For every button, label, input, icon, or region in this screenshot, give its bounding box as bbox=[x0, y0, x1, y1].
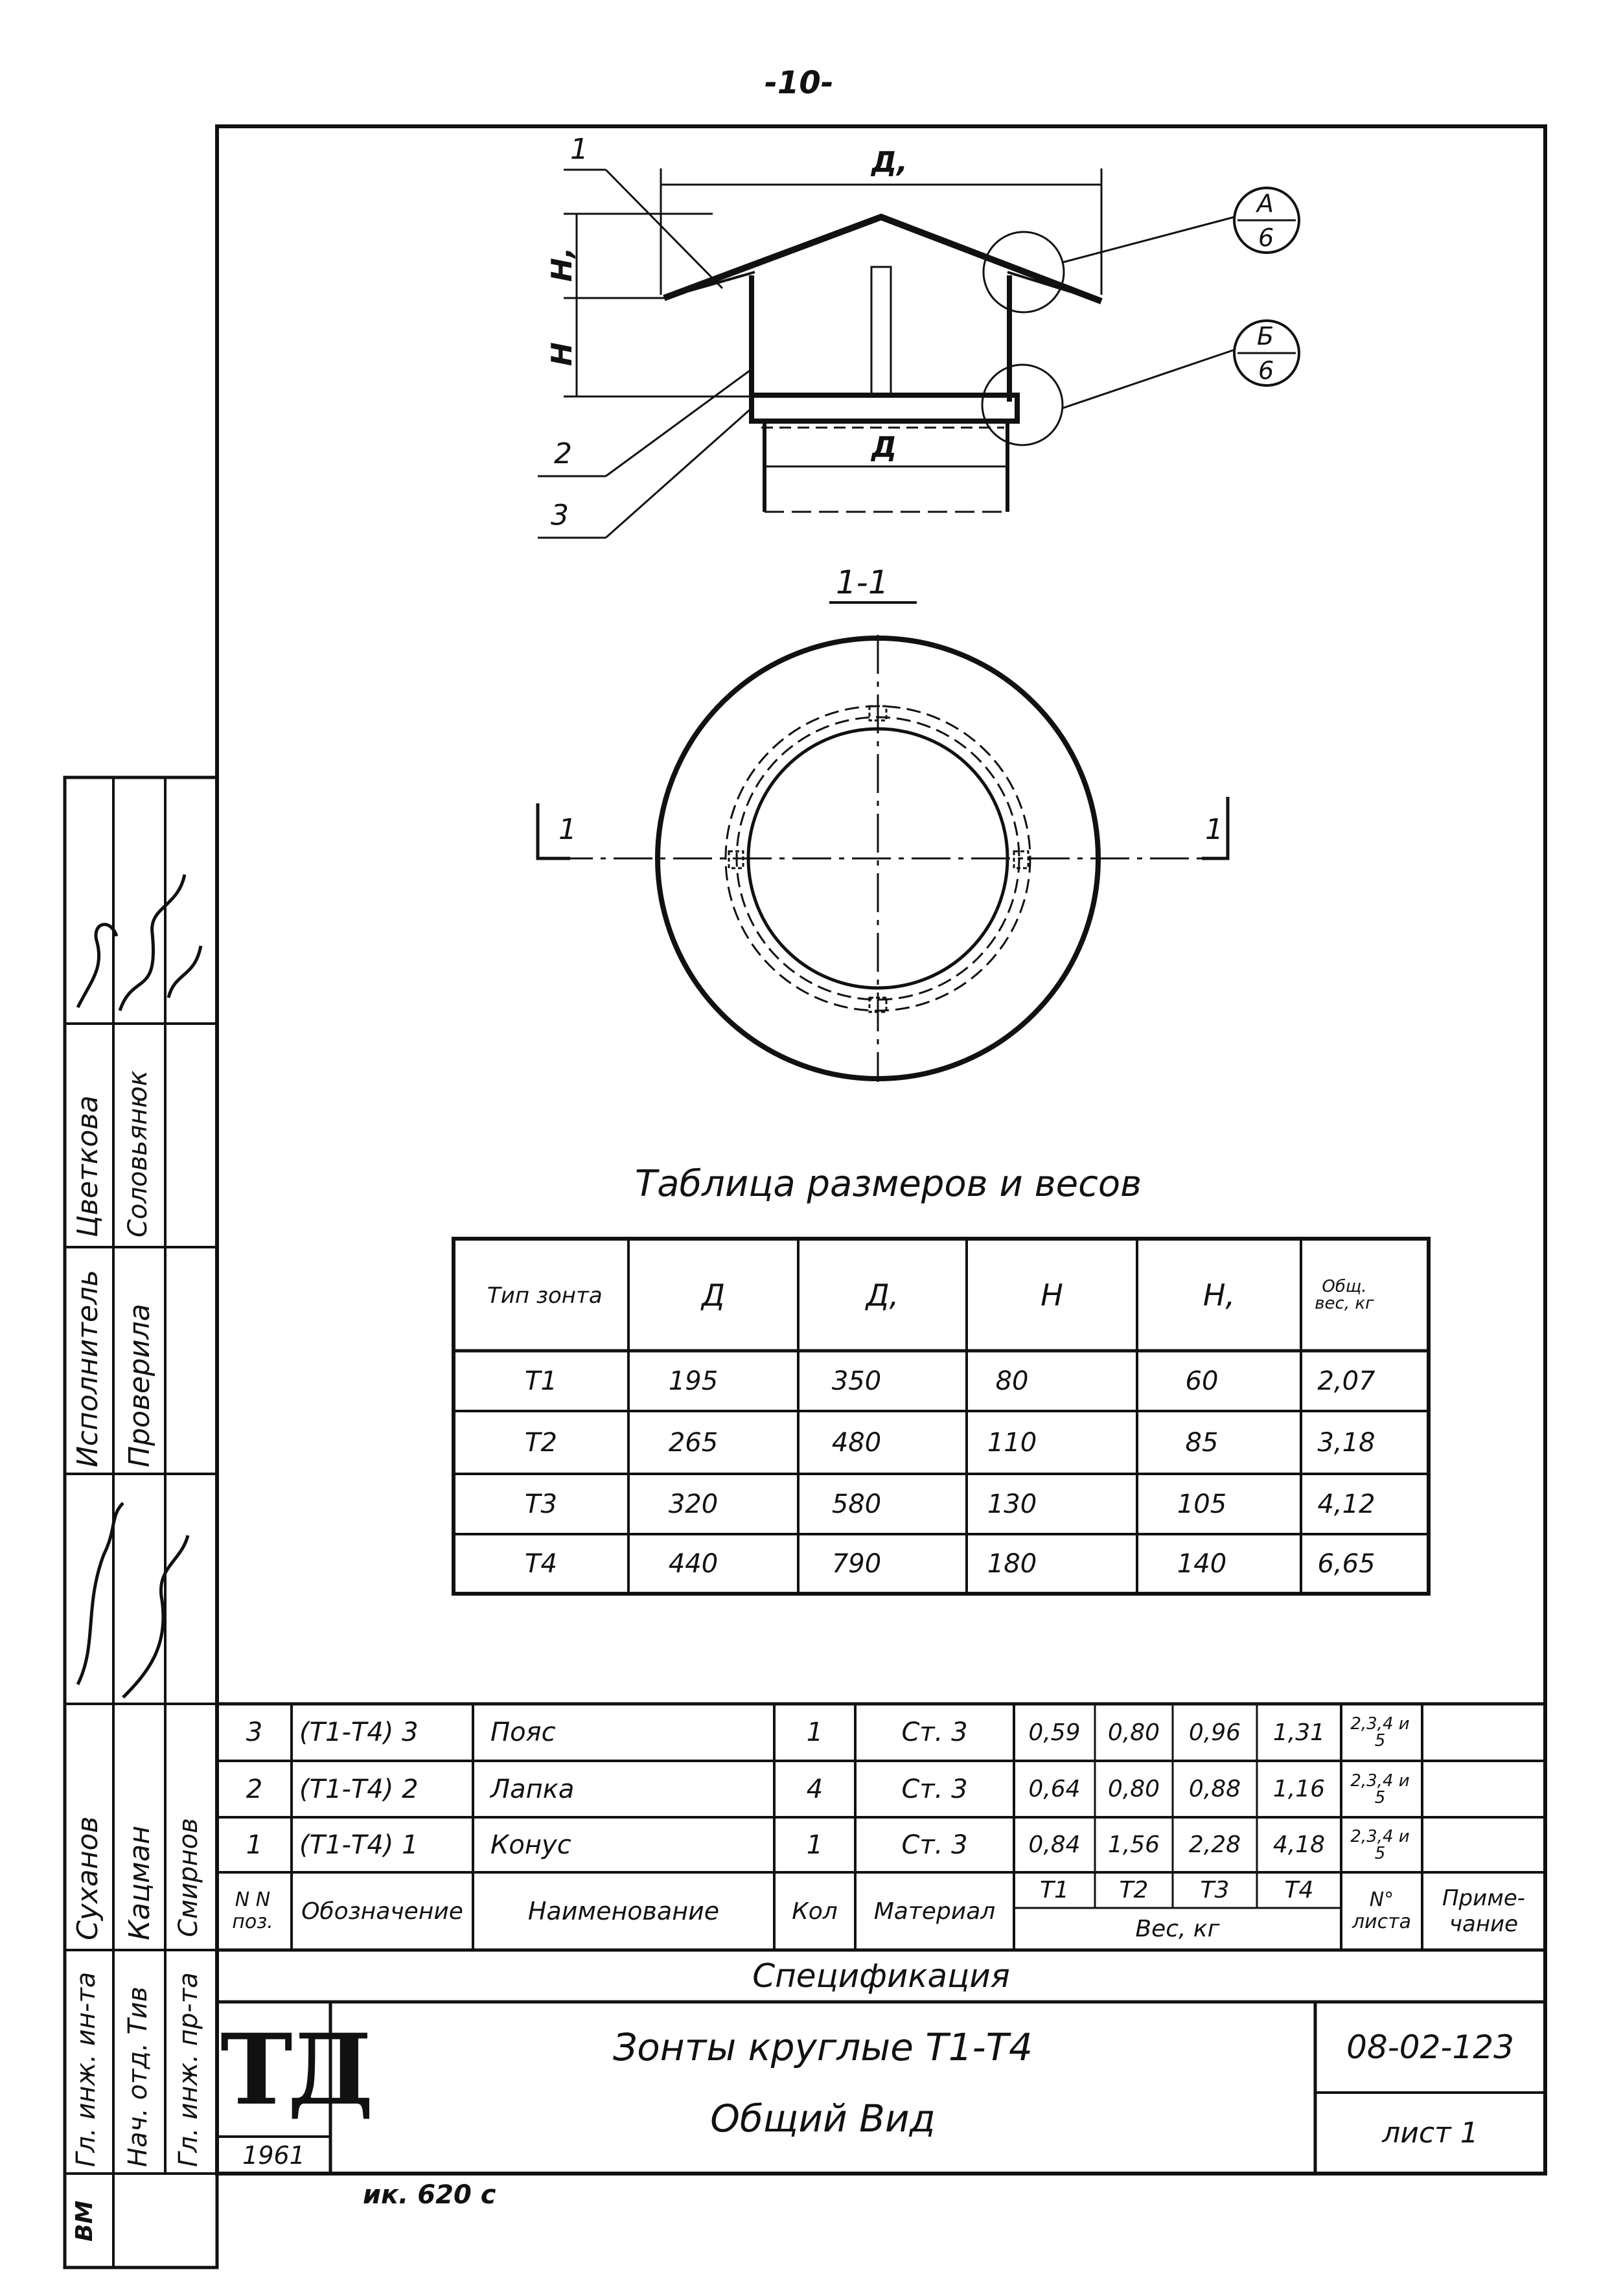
dims-row-4-d1: 790 bbox=[831, 1549, 882, 1579]
spec-row-1-designation: (Т1-Т4) 1 bbox=[299, 1830, 419, 1860]
stamp-name-smirnov: Смирнов bbox=[174, 1818, 203, 1937]
dims-table-title: Таблица размеров и весов bbox=[635, 1163, 1142, 1205]
dims-row-1-d: 195 bbox=[668, 1366, 719, 1396]
spec-row-3-qty: 1 bbox=[806, 1717, 823, 1747]
spec-row-2-t3: 0,88 bbox=[1188, 1776, 1241, 1802]
dims-row-4-type: Т4 bbox=[525, 1549, 557, 1579]
dims-header-d: Д bbox=[702, 1277, 725, 1313]
spec-row-1-t1: 0,84 bbox=[1028, 1831, 1081, 1858]
detail-b-bottom: 6 bbox=[1258, 356, 1274, 385]
spec-header-pos: N N поз. bbox=[232, 1888, 273, 1933]
spec-caption: Спецификация bbox=[752, 1957, 1010, 1995]
spec-row-1-material: Ст. 3 bbox=[901, 1830, 968, 1860]
stamp-role-project-engineer: Гл. инж. пр-та bbox=[174, 1972, 203, 2167]
sheet-number: лист 1 bbox=[1382, 2117, 1478, 2150]
spec-header-t2: Т2 bbox=[1119, 1877, 1149, 1903]
dims-row-4-h: 180 bbox=[987, 1549, 1037, 1579]
dims-row-4-weight: 6,65 bbox=[1317, 1549, 1375, 1579]
stamp-role-executor: Исполнитель bbox=[71, 1269, 104, 1467]
spec-row-2-pos: 2 bbox=[246, 1774, 263, 1804]
stamp-role-dept-head: Нач. отд. Тив bbox=[123, 1986, 153, 2167]
spec-header-name: Наименование bbox=[527, 1897, 720, 1925]
spec-row-3-t4: 1,31 bbox=[1272, 1719, 1326, 1746]
dims-header-type: Тип зонта bbox=[487, 1283, 603, 1309]
dims-row-3-d: 320 bbox=[668, 1489, 719, 1519]
section-1-1-plan bbox=[538, 603, 1228, 1082]
detail-b-top: Б bbox=[1257, 322, 1274, 350]
dims-row-4-d: 440 bbox=[668, 1549, 719, 1579]
spec-header-sheets: N° листа bbox=[1352, 1888, 1412, 1933]
spec-header-note: Приме-чание bbox=[1442, 1885, 1526, 1937]
stamp-name-solovyanyuk: Соловьянюк bbox=[123, 1070, 153, 1237]
stamp-role-checked: Проверила bbox=[123, 1303, 156, 1467]
spec-header-t3: Т3 bbox=[1200, 1877, 1230, 1903]
dims-header-d1: Д, bbox=[866, 1277, 899, 1313]
spec-row-2-t2: 0,80 bbox=[1107, 1776, 1160, 1802]
title-line-2: Общий Вид bbox=[710, 2096, 936, 2141]
dims-row-1-type: Т1 bbox=[525, 1366, 557, 1396]
dims-row-2-weight: 3,18 bbox=[1317, 1427, 1375, 1458]
spec-header-qty: Кол bbox=[792, 1898, 838, 1925]
dims-header-h: Н bbox=[1041, 1277, 1063, 1313]
spec-header-material: Материал bbox=[873, 1898, 996, 1925]
dims-row-1-h1: 60 bbox=[1185, 1366, 1219, 1396]
section-mark-right: 1 bbox=[1205, 813, 1223, 846]
stamp-bottom-mark: ВМ bbox=[71, 2200, 98, 2242]
dims-row-4-h1: 140 bbox=[1177, 1549, 1227, 1579]
stamp-role-chief-engineer: Гл. инж. ин-та bbox=[71, 1971, 101, 2167]
umbrella-elevation bbox=[538, 168, 1299, 538]
drawing-code: 08-02-123 bbox=[1346, 2028, 1514, 2066]
spec-row-3-name: Пояс bbox=[490, 1717, 556, 1747]
spec-row-1-sheets: 2,3,4 и 5 bbox=[1350, 1826, 1410, 1863]
spec-row-3-t1: 0,59 bbox=[1028, 1719, 1081, 1746]
spec-row-3-material: Ст. 3 bbox=[901, 1717, 968, 1747]
dims-row-2-d1: 480 bbox=[831, 1427, 882, 1458]
title-line-1: Зонты круглые Т1-Т4 bbox=[613, 2025, 1033, 2069]
dims-row-1-h: 80 bbox=[995, 1366, 1029, 1396]
section-title: 1-1 bbox=[836, 564, 889, 601]
spec-header-weight: Вес, кг bbox=[1135, 1916, 1220, 1942]
spec-header-designation: Обозначение bbox=[301, 1898, 463, 1925]
spec-row-2-t4: 1,16 bbox=[1272, 1776, 1326, 1802]
td-logo: ТД bbox=[220, 2013, 369, 2127]
page-number: -10- bbox=[765, 65, 834, 101]
spec-row-1-t3: 2,28 bbox=[1188, 1831, 1241, 1858]
dims-row-3-h1: 105 bbox=[1177, 1489, 1227, 1519]
stamp-name-tsvetkova: Цветкова bbox=[71, 1095, 104, 1237]
callout-3: 3 bbox=[551, 499, 569, 532]
dims-row-2-type: Т2 bbox=[525, 1427, 557, 1458]
spec-row-3-t3: 0,96 bbox=[1188, 1719, 1241, 1746]
callout-2: 2 bbox=[554, 437, 572, 470]
detail-a-bottom: 6 bbox=[1258, 224, 1274, 252]
dims-header-weight: Общ. вес, кг bbox=[1315, 1276, 1374, 1313]
spec-row-1-name: Конус bbox=[490, 1830, 571, 1860]
spec-row-1-qty: 1 bbox=[806, 1830, 823, 1860]
spec-row-1-t4: 4,18 bbox=[1272, 1831, 1326, 1858]
dims-row-2-d: 265 bbox=[668, 1427, 719, 1458]
footer-stamp: ик. 620 с bbox=[363, 2180, 496, 2210]
dims-row-2-h: 110 bbox=[987, 1427, 1037, 1458]
dimension-h-label: Н bbox=[546, 342, 579, 366]
spec-row-1-t2: 1,56 bbox=[1107, 1831, 1160, 1858]
spec-row-3-pos: 3 bbox=[246, 1717, 263, 1747]
dimension-d-label: Д bbox=[871, 431, 897, 464]
spec-row-2-sheets: 2,3,4 и 5 bbox=[1350, 1771, 1410, 1808]
spec-row-3-t2: 0,80 bbox=[1107, 1719, 1160, 1746]
dimension-h1-label: Н, bbox=[546, 247, 579, 282]
dims-row-3-h: 130 bbox=[987, 1489, 1037, 1519]
dimension-d1-label: Д, bbox=[871, 146, 908, 179]
detail-a-top: А bbox=[1257, 189, 1274, 218]
spec-row-2-material: Ст. 3 bbox=[901, 1774, 968, 1804]
section-mark-left: 1 bbox=[558, 813, 577, 846]
stamp-name-sukhanov: Суханов bbox=[71, 1816, 104, 1940]
dims-row-3-d1: 580 bbox=[831, 1489, 882, 1519]
spec-row-3-designation: (Т1-Т4) 3 bbox=[299, 1717, 419, 1747]
dims-row-1-d1: 350 bbox=[831, 1366, 882, 1396]
spec-row-3-sheets: 2,3,4 и 5 bbox=[1350, 1714, 1410, 1751]
dims-row-2-h1: 85 bbox=[1185, 1427, 1219, 1458]
spec-header-t1: Т1 bbox=[1040, 1877, 1069, 1903]
spec-row-1-pos: 1 bbox=[246, 1830, 263, 1860]
spec-row-2-name: Лапка bbox=[490, 1774, 575, 1804]
spec-row-2-t1: 0,64 bbox=[1028, 1776, 1081, 1802]
dims-row-3-weight: 4,12 bbox=[1317, 1489, 1375, 1519]
stamp-name-katsman: Кацман bbox=[123, 1825, 156, 1940]
callout-1: 1 bbox=[570, 133, 588, 166]
spec-row-2-qty: 4 bbox=[806, 1774, 823, 1804]
dims-row-3-type: Т3 bbox=[525, 1489, 557, 1519]
spec-header-t4: Т4 bbox=[1284, 1877, 1314, 1903]
dims-row-1-weight: 2,07 bbox=[1317, 1366, 1375, 1396]
dims-header-h1: Н, bbox=[1202, 1277, 1236, 1313]
title-year: 1961 bbox=[242, 2141, 305, 2170]
spec-row-2-designation: (Т1-Т4) 2 bbox=[299, 1774, 419, 1804]
